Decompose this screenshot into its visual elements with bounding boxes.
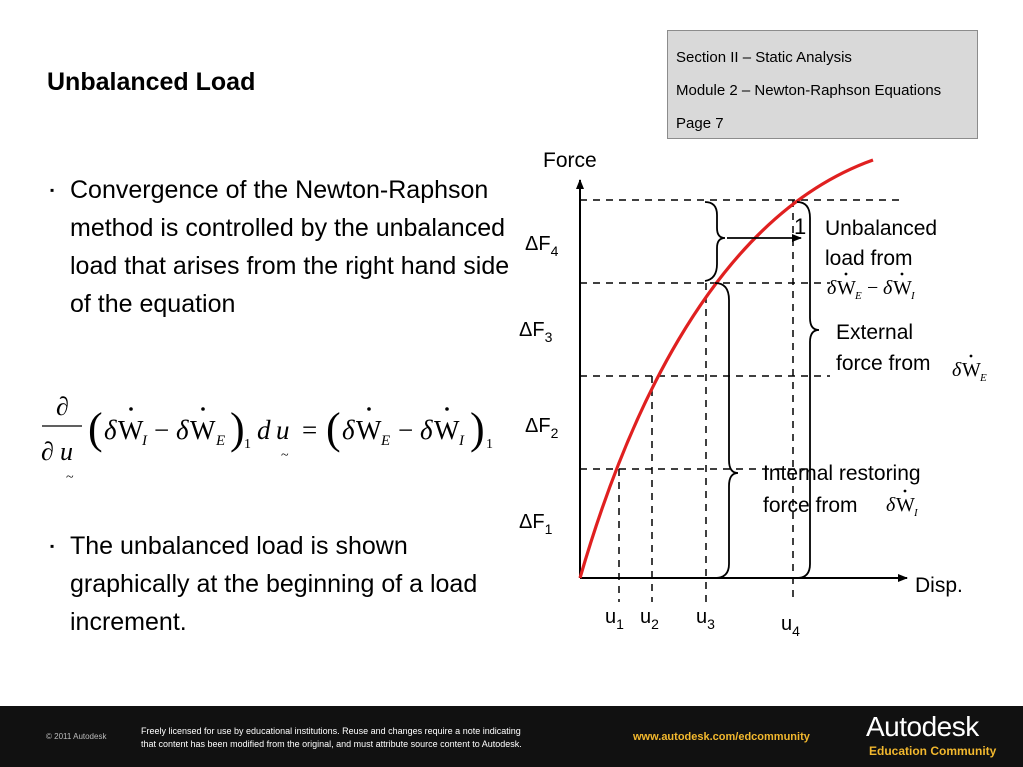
slide-title: Unbalanced Load [47,68,256,96]
eq-W-1: W [118,415,144,445]
external-label-2: force from [836,352,931,375]
svg-text:−: − [867,277,879,299]
eq-delta-4: δ [420,415,433,445]
y-tick-dF2: $\Delta F_2$ [525,415,559,441]
newton-raphson-chart [505,140,1010,650]
x-axis-label: Disp. [915,574,963,597]
svg-text:E: E [855,290,862,302]
external-label-1: External [836,321,914,344]
svg-text:I: I [914,507,918,519]
eq-delta-1: δ [104,415,117,445]
eq-sub-E-2: E [381,433,391,449]
eq-tilde-1: ~ [66,470,74,485]
education-community-label: Education Community [869,744,997,758]
eq-sub-E-1: E [216,433,226,449]
eq-lparen-1: ( [88,404,103,453]
eq-W-2: W [190,415,216,445]
brace-unbalanced [705,202,725,281]
svg-text:W: W [896,494,915,516]
y-tick-dF4: $\Delta F_4$ [525,233,559,259]
svg-text:δ: δ [952,359,962,381]
footer-bar [0,706,1023,767]
eq-W-3: W [356,415,382,445]
eq-equals: = [302,415,318,445]
eq-partial-den: ∂ [41,437,54,466]
iteration-label: 1 [794,214,807,239]
bullet-text: Convergence of the Newton-Raphson method is controlled by the unbalanced load that arises from the right hand side of the equation [70,176,510,318]
y-tick-dF1: $\Delta F_1$ [519,511,553,537]
svg-text:δ: δ [827,277,837,299]
brace-internal [715,283,738,578]
footer-url-link[interactable]: www.autodesk.com/edcommunity [633,731,810,743]
external-formula [952,355,987,384]
eq-u: u [276,415,290,445]
svg-text:W: W [962,359,981,381]
module-label: Module 2 – Newton-Raphson Equations [676,82,942,99]
unbalanced-label-2: load from [825,247,913,270]
eq-sub-I-1: I [142,433,147,449]
svg-text:I: I [911,290,915,302]
svg-text:δ: δ [886,494,896,516]
autodesk-logo: Autodesk [866,711,979,742]
x-tick-u1: $u_1$ [605,606,624,632]
x-tick-u4: $u_4$ [781,613,800,639]
eq-delta-3: δ [342,415,355,445]
eq-iter-1: 1 [244,437,251,452]
footer-license-line-2: that content has been modified from the original, and must attribute source content to Autodesk. [141,739,522,749]
footer-copyright: © 2011 Autodesk [46,732,107,741]
section-info-box [667,30,978,139]
eq-d: d [257,415,271,445]
y-tick-dF3: $\Delta F_3$ [519,319,553,345]
brace-external [797,202,819,578]
footer-license [141,725,631,751]
x-tick-u3: $u_3$ [696,606,715,632]
page-label: Page 7 [676,115,724,132]
internal-formula [886,490,919,519]
unbalanced-formula [827,273,916,302]
svg-text:E: E [980,372,987,384]
svg-text:W: W [837,277,856,299]
bullet-marker: ▪ [50,183,55,197]
section-label: Section II – Static Analysis [676,49,852,66]
bullet-marker: ▪ [50,539,55,553]
x-tick-u2: $u_2$ [640,606,659,632]
svg-text:W: W [893,277,912,299]
eq-tilde-2: ~ [281,448,289,463]
eq-delta-2: δ [176,415,189,445]
internal-label-1: Internal restoring [763,462,921,485]
eq-rparen-1: ) [230,404,245,453]
eq-minus-2: − [398,415,414,445]
eq-rparen-2: ) [470,404,485,453]
bullet-text: The unbalanced load is shown graphically at the beginning of a load increment. [70,532,478,636]
equation [38,393,508,493]
eq-u-den: u [60,437,73,466]
unbalanced-label-1: Unbalanced [825,217,938,240]
internal-label-2: force from [763,494,858,517]
eq-iter-2: 1 [486,437,493,452]
eq-lparen-2: ( [326,404,341,453]
eq-minus-1: − [154,415,170,445]
eq-partial-num: ∂ [56,393,69,421]
y-axis-label: Force [543,149,597,172]
eq-sub-I-2: I [459,433,464,449]
svg-text:δ: δ [883,277,893,299]
eq-W-4: W [434,415,460,445]
footer-license-line-1: Freely licensed for use by educational institutions. Reuse and changes require a note indicating [141,726,521,736]
